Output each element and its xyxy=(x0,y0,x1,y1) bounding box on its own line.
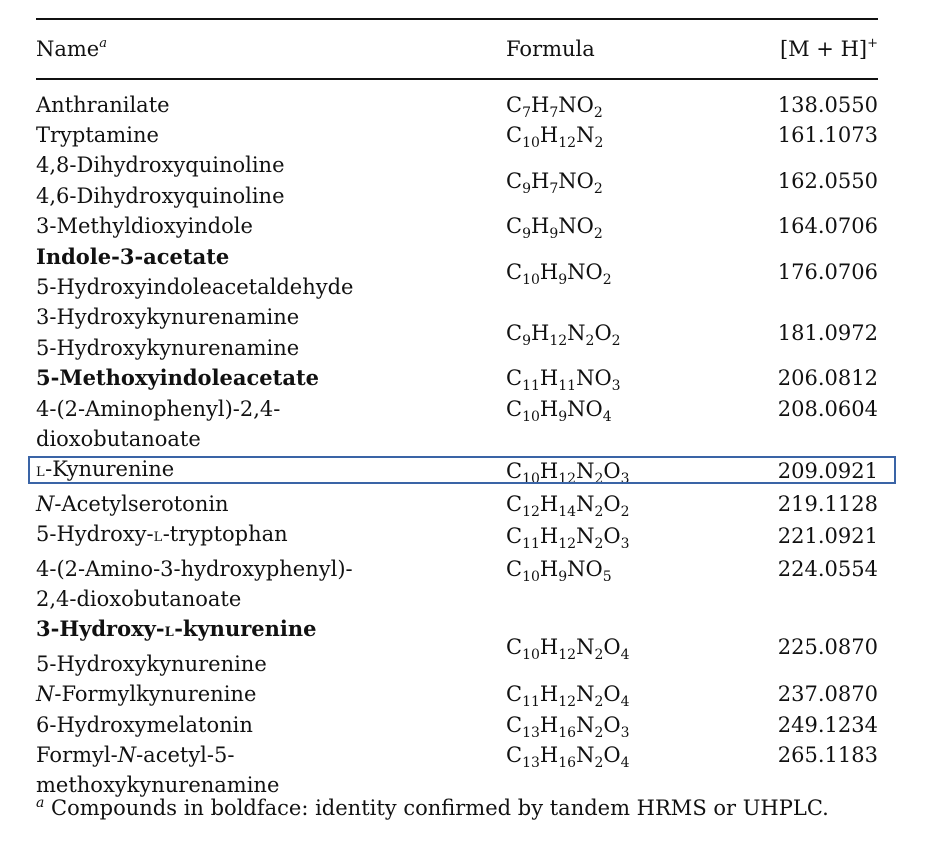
formula-element: H xyxy=(539,366,559,391)
formula-element: N xyxy=(576,491,595,516)
table-row xyxy=(36,120,878,150)
formula-cell xyxy=(506,120,702,150)
molecular-formula xyxy=(506,214,603,243)
header-name-footnote-mark: a xyxy=(99,36,108,51)
molecular-formula xyxy=(506,634,630,663)
compound-name-part: 6-Hydroxymelatonin xyxy=(36,712,253,737)
table-row xyxy=(36,740,878,801)
formula-element: H xyxy=(539,396,559,421)
formula-subscript: 16 xyxy=(558,724,577,741)
footnote-mark: a xyxy=(36,795,45,811)
formula-element: O xyxy=(603,459,621,484)
compound-name-part: L xyxy=(36,465,46,481)
formula-subscript: 10 xyxy=(522,471,540,488)
compound-name-part: Anthranilate xyxy=(36,92,170,117)
compound-name-part: 5-Methoxyindoleacetate xyxy=(36,365,320,391)
compound-name-part: Tryptamine xyxy=(36,122,159,147)
formula-element: C xyxy=(506,556,523,581)
mass-cell: 208.0604 xyxy=(777,396,878,421)
molecular-formula xyxy=(506,259,612,288)
compound-name xyxy=(36,740,506,770)
formula-subscript: 9 xyxy=(549,226,559,243)
table-row xyxy=(36,394,878,455)
formula-element: H xyxy=(539,122,559,147)
mass-cell: 206.0812 xyxy=(777,366,878,391)
formula-subscript: 2 xyxy=(594,536,604,553)
compound-name-cell xyxy=(36,614,506,679)
compound-name xyxy=(36,584,506,614)
compound-name xyxy=(36,242,506,272)
formula-subscript: 3 xyxy=(620,724,630,741)
formula-element: NO xyxy=(576,366,612,391)
molecular-formula xyxy=(506,122,604,151)
compound-name-cell xyxy=(36,454,506,488)
compound-name-cell xyxy=(36,519,506,553)
compound-name xyxy=(36,489,506,519)
formula-subscript: 9 xyxy=(522,226,531,243)
compound-name-cell xyxy=(36,150,506,211)
formula-element: H xyxy=(539,491,559,516)
formula-subscript: 10 xyxy=(522,646,540,663)
compound-name xyxy=(36,302,506,332)
compound-name-cell xyxy=(36,242,506,303)
formula-subscript: 2 xyxy=(620,503,630,520)
formula-element: C xyxy=(506,634,523,659)
compound-name-part: Formyl- xyxy=(36,743,118,768)
molecular-formula xyxy=(506,556,612,585)
mass-cell: 237.0870 xyxy=(777,682,878,707)
formula-subscript: 2 xyxy=(593,226,603,243)
table-row xyxy=(36,614,878,679)
formula-cell xyxy=(506,454,702,488)
compound-name-cell xyxy=(36,554,506,615)
mass-cell: 209.0921 xyxy=(777,459,878,484)
formula-cell xyxy=(506,710,702,740)
compound-name-cell xyxy=(36,679,506,709)
formula-element: H xyxy=(539,259,559,284)
formula-element: O xyxy=(603,682,621,707)
formula-element: H xyxy=(539,743,559,768)
formula-element: C xyxy=(506,491,523,516)
footnote-text: Compounds in boldface: identity confirmed by tandem HRMS or UHPLC. xyxy=(44,796,829,820)
formula-subscript: 3 xyxy=(611,378,621,395)
formula-subscript: 12 xyxy=(558,134,577,151)
formula-cell xyxy=(506,519,702,553)
compound-name xyxy=(36,710,506,740)
formula-element: NO xyxy=(558,92,594,117)
table-row xyxy=(36,150,878,211)
formula-subscript: 2 xyxy=(594,694,604,711)
formula-subscript: 2 xyxy=(602,271,612,288)
formula-subscript: 10 xyxy=(522,134,540,151)
compound-name-part: 3-Methyldioxyindole xyxy=(36,214,253,239)
mass-cell: 225.0870 xyxy=(777,634,878,659)
formula-cell xyxy=(506,363,702,393)
compound-name-part: 3-Hydroxykynurenamine xyxy=(36,305,300,330)
compound-name xyxy=(36,649,506,679)
formula-cell xyxy=(506,150,702,211)
formula-element: H xyxy=(539,682,559,707)
compound-name-part: 3-Hydroxy- xyxy=(36,616,165,642)
table-row xyxy=(36,242,878,303)
formula-cell xyxy=(506,679,702,709)
formula-element: C xyxy=(506,396,523,421)
formula-subscript: 16 xyxy=(558,755,577,772)
molecular-formula xyxy=(506,320,621,349)
formula-cell xyxy=(506,394,702,455)
formula-subscript: 9 xyxy=(522,180,531,197)
formula-element: C xyxy=(506,743,523,768)
formula-subscript: 11 xyxy=(558,378,577,395)
formula-element: H xyxy=(531,214,550,239)
formula-element: N xyxy=(576,634,595,659)
formula-subscript: 12 xyxy=(549,332,568,349)
compound-name-part: 4,6-Dihydroxyquinoline xyxy=(36,183,285,208)
formula-subscript: 2 xyxy=(594,503,604,520)
formula-element: C xyxy=(506,168,523,193)
compound-name-part: 5-Hydroxyindoleacetaldehyde xyxy=(36,274,354,299)
formula-element: C xyxy=(506,682,523,707)
compound-name-cell xyxy=(36,394,506,455)
table-row xyxy=(36,302,878,363)
compound-name-part: dioxobutanoate xyxy=(36,426,201,451)
formula-subscript: 11 xyxy=(522,378,540,395)
header-mass: [M + H]+ xyxy=(779,36,878,61)
formula-cell xyxy=(506,211,702,241)
formula-subscript: 2 xyxy=(594,755,604,772)
molecular-formula xyxy=(506,168,603,197)
formula-element: H xyxy=(539,712,559,737)
compound-name-cell xyxy=(36,80,506,120)
formula-element: H xyxy=(539,556,559,581)
formula-element: C xyxy=(506,92,523,117)
compound-name xyxy=(36,211,506,241)
compound-name xyxy=(36,333,506,363)
formula-element: C xyxy=(506,122,523,147)
formula-element: C xyxy=(506,524,523,549)
formula-subscript: 14 xyxy=(558,503,577,520)
compound-name-part: -kynurenine xyxy=(174,616,317,642)
metabolite-table xyxy=(36,20,878,78)
formula-element: H xyxy=(539,634,559,659)
formula-cell xyxy=(506,489,702,519)
compound-name-cell xyxy=(36,740,506,801)
compound-name xyxy=(36,454,506,488)
molecular-formula xyxy=(506,524,630,553)
header-mass-charge: + xyxy=(867,36,878,51)
compound-name-part: L xyxy=(164,625,175,641)
formula-element: NO xyxy=(567,556,603,581)
formula-cell xyxy=(506,554,702,615)
molecular-formula xyxy=(506,743,630,772)
formula-subscript: 9 xyxy=(522,332,531,349)
formula-element: NO xyxy=(558,214,594,239)
compound-name xyxy=(36,424,506,454)
table-row xyxy=(36,211,878,241)
formula-element: N xyxy=(576,743,595,768)
mass-cell: 161.1073 xyxy=(777,122,878,147)
compound-name-cell xyxy=(36,489,506,519)
molecular-formula xyxy=(506,459,630,488)
header-name: Name$^a$ xyxy=(36,36,108,61)
formula-subscript: 2 xyxy=(594,646,604,663)
formula-subscript: 4 xyxy=(620,694,630,711)
compound-name-part: N xyxy=(117,743,137,768)
formula-subscript: 2 xyxy=(594,134,604,151)
table-row xyxy=(36,489,878,519)
mass-cell: 224.0554 xyxy=(777,556,878,581)
formula-element: C xyxy=(506,259,523,284)
formula-subscript: 5 xyxy=(602,568,612,585)
formula-element: H xyxy=(531,92,550,117)
formula-subscript: 12 xyxy=(558,694,577,711)
formula-element: C xyxy=(506,366,523,391)
formula-subscript: 7 xyxy=(549,180,559,197)
compound-name xyxy=(36,554,506,584)
formula-element: C xyxy=(506,459,523,484)
formula-element: O xyxy=(603,524,621,549)
formula-element: N xyxy=(576,712,595,737)
table-row xyxy=(36,554,878,615)
formula-subscript: 3 xyxy=(620,471,630,488)
header-formula: Formula xyxy=(506,37,595,61)
formula-subscript: 12 xyxy=(558,536,577,553)
formula-cell xyxy=(506,740,702,801)
formula-subscript: 10 xyxy=(522,408,540,425)
formula-subscript: 2 xyxy=(593,180,603,197)
compound-name-cell xyxy=(36,710,506,740)
molecular-formula xyxy=(506,491,630,520)
mass-cell: 181.0972 xyxy=(777,320,878,345)
formula-subscript: 11 xyxy=(522,694,540,711)
molecular-formula xyxy=(506,712,630,741)
formula-subscript: 11 xyxy=(522,536,540,553)
mass-cell: 162.0550 xyxy=(777,168,878,193)
compound-name xyxy=(36,363,506,393)
table-row xyxy=(36,679,878,709)
formula-element: C xyxy=(506,214,523,239)
molecular-formula xyxy=(506,396,612,425)
formula-element: O xyxy=(603,743,621,768)
formula-subscript: 2 xyxy=(611,332,621,349)
formula-element: N xyxy=(576,682,595,707)
formula-subscript: 9 xyxy=(558,568,568,585)
formula-element: O xyxy=(594,320,612,345)
compound-name-part: 4-(2-Amino-3-hydroxyphenyl)- xyxy=(36,556,353,581)
formula-element: H xyxy=(539,459,559,484)
compound-name-part: N xyxy=(36,491,55,516)
formula-element: O xyxy=(603,712,621,737)
formula-subscript: 2 xyxy=(594,724,604,741)
formula-subscript: 7 xyxy=(549,104,559,121)
formula-subscript: 7 xyxy=(522,104,531,121)
compound-name-cell xyxy=(36,363,506,393)
formula-cell xyxy=(506,80,702,120)
compound-name-part: 4,8-Dihydroxyquinoline xyxy=(36,153,285,178)
mass-cell: 138.0550 xyxy=(777,92,878,117)
compound-name-part: -acetyl-5- xyxy=(136,743,235,768)
formula-element: C xyxy=(506,320,523,345)
molecular-formula xyxy=(506,682,630,711)
formula-element: C xyxy=(506,712,523,737)
formula-cell xyxy=(506,242,702,303)
metabolite-table-container xyxy=(36,18,878,801)
mass-cell: 221.0921 xyxy=(777,524,878,549)
mass-cell: 249.1234 xyxy=(777,712,878,737)
formula-element: NO xyxy=(567,396,603,421)
compound-name xyxy=(36,120,506,150)
compound-name xyxy=(36,272,506,302)
compound-name-part: 5-Hydroxykynurenamine xyxy=(36,335,300,360)
metabolite-table-body xyxy=(36,80,878,801)
formula-subscript: 4 xyxy=(620,646,630,663)
formula-subscript: 10 xyxy=(522,271,540,288)
formula-element: H xyxy=(531,320,550,345)
table-header-row xyxy=(36,20,878,78)
compound-name xyxy=(36,181,506,211)
formula-element: N xyxy=(576,122,595,147)
compound-name-part: 4-(2-Aminophenyl)-2,4- xyxy=(36,396,281,421)
compound-name-part: Indole-3-acetate xyxy=(36,243,230,269)
formula-subscript: 12 xyxy=(558,646,577,663)
formula-subscript: 10 xyxy=(522,568,540,585)
mass-cell: 219.1128 xyxy=(777,491,878,516)
compound-name-part: -tryptophan xyxy=(162,522,288,547)
compound-name xyxy=(36,90,506,120)
compound-name xyxy=(36,394,506,424)
compound-name-cell xyxy=(36,211,506,241)
formula-element: H xyxy=(539,524,559,549)
compound-name-part: L xyxy=(153,530,163,546)
formula-subscript: 12 xyxy=(558,471,577,488)
formula-subscript: 4 xyxy=(602,408,612,425)
formula-subscript: 13 xyxy=(522,724,540,741)
mass-cell: 176.0706 xyxy=(777,259,878,284)
table-row xyxy=(36,710,878,740)
formula-subscript: 2 xyxy=(593,104,603,121)
formula-element: NO xyxy=(558,168,594,193)
formula-subscript: 12 xyxy=(522,503,540,520)
formula-cell xyxy=(506,614,702,679)
formula-subscript: 9 xyxy=(558,408,568,425)
molecular-formula xyxy=(506,366,621,395)
formula-cell xyxy=(506,302,702,363)
formula-element: NO xyxy=(567,259,603,284)
compound-name-part: 2,4-dioxobutanoate xyxy=(36,587,242,611)
formula-subscript: 4 xyxy=(620,755,630,772)
compound-name-part: 5-Hydroxykynurenine xyxy=(36,651,267,676)
formula-subscript: 9 xyxy=(558,271,568,288)
formula-element: N xyxy=(576,459,595,484)
compound-name-part: -Formylkynurenine xyxy=(54,682,257,707)
compound-name-part: -Kynurenine xyxy=(45,457,175,482)
table-row xyxy=(36,363,878,393)
compound-name xyxy=(36,519,506,553)
compound-name xyxy=(36,614,506,648)
table-row xyxy=(36,80,878,120)
mass-cell: 265.1183 xyxy=(777,743,878,768)
formula-subscript: 13 xyxy=(522,755,540,772)
formula-element: O xyxy=(603,491,621,516)
molecular-formula xyxy=(506,92,603,121)
compound-name-part: -Acetylserotonin xyxy=(54,491,229,516)
compound-name-part: N xyxy=(36,682,55,707)
table-row xyxy=(36,519,878,553)
compound-name xyxy=(36,679,506,709)
compound-name-cell xyxy=(36,302,506,363)
formula-element: H xyxy=(531,168,550,193)
compound-name-part: methoxykynurenamine xyxy=(36,773,280,798)
table-row xyxy=(36,454,878,488)
formula-subscript: 3 xyxy=(620,536,630,553)
mass-cell: 164.0706 xyxy=(777,214,878,239)
formula-subscript: 2 xyxy=(585,332,595,349)
compound-name-cell xyxy=(36,120,506,150)
formula-element: O xyxy=(603,634,621,659)
table-footnote xyxy=(36,796,829,820)
compound-name xyxy=(36,150,506,180)
formula-element: N xyxy=(567,320,586,345)
formula-element: N xyxy=(576,524,595,549)
formula-subscript: 2 xyxy=(594,471,604,488)
compound-name-part: 5-Hydroxy- xyxy=(36,522,154,547)
